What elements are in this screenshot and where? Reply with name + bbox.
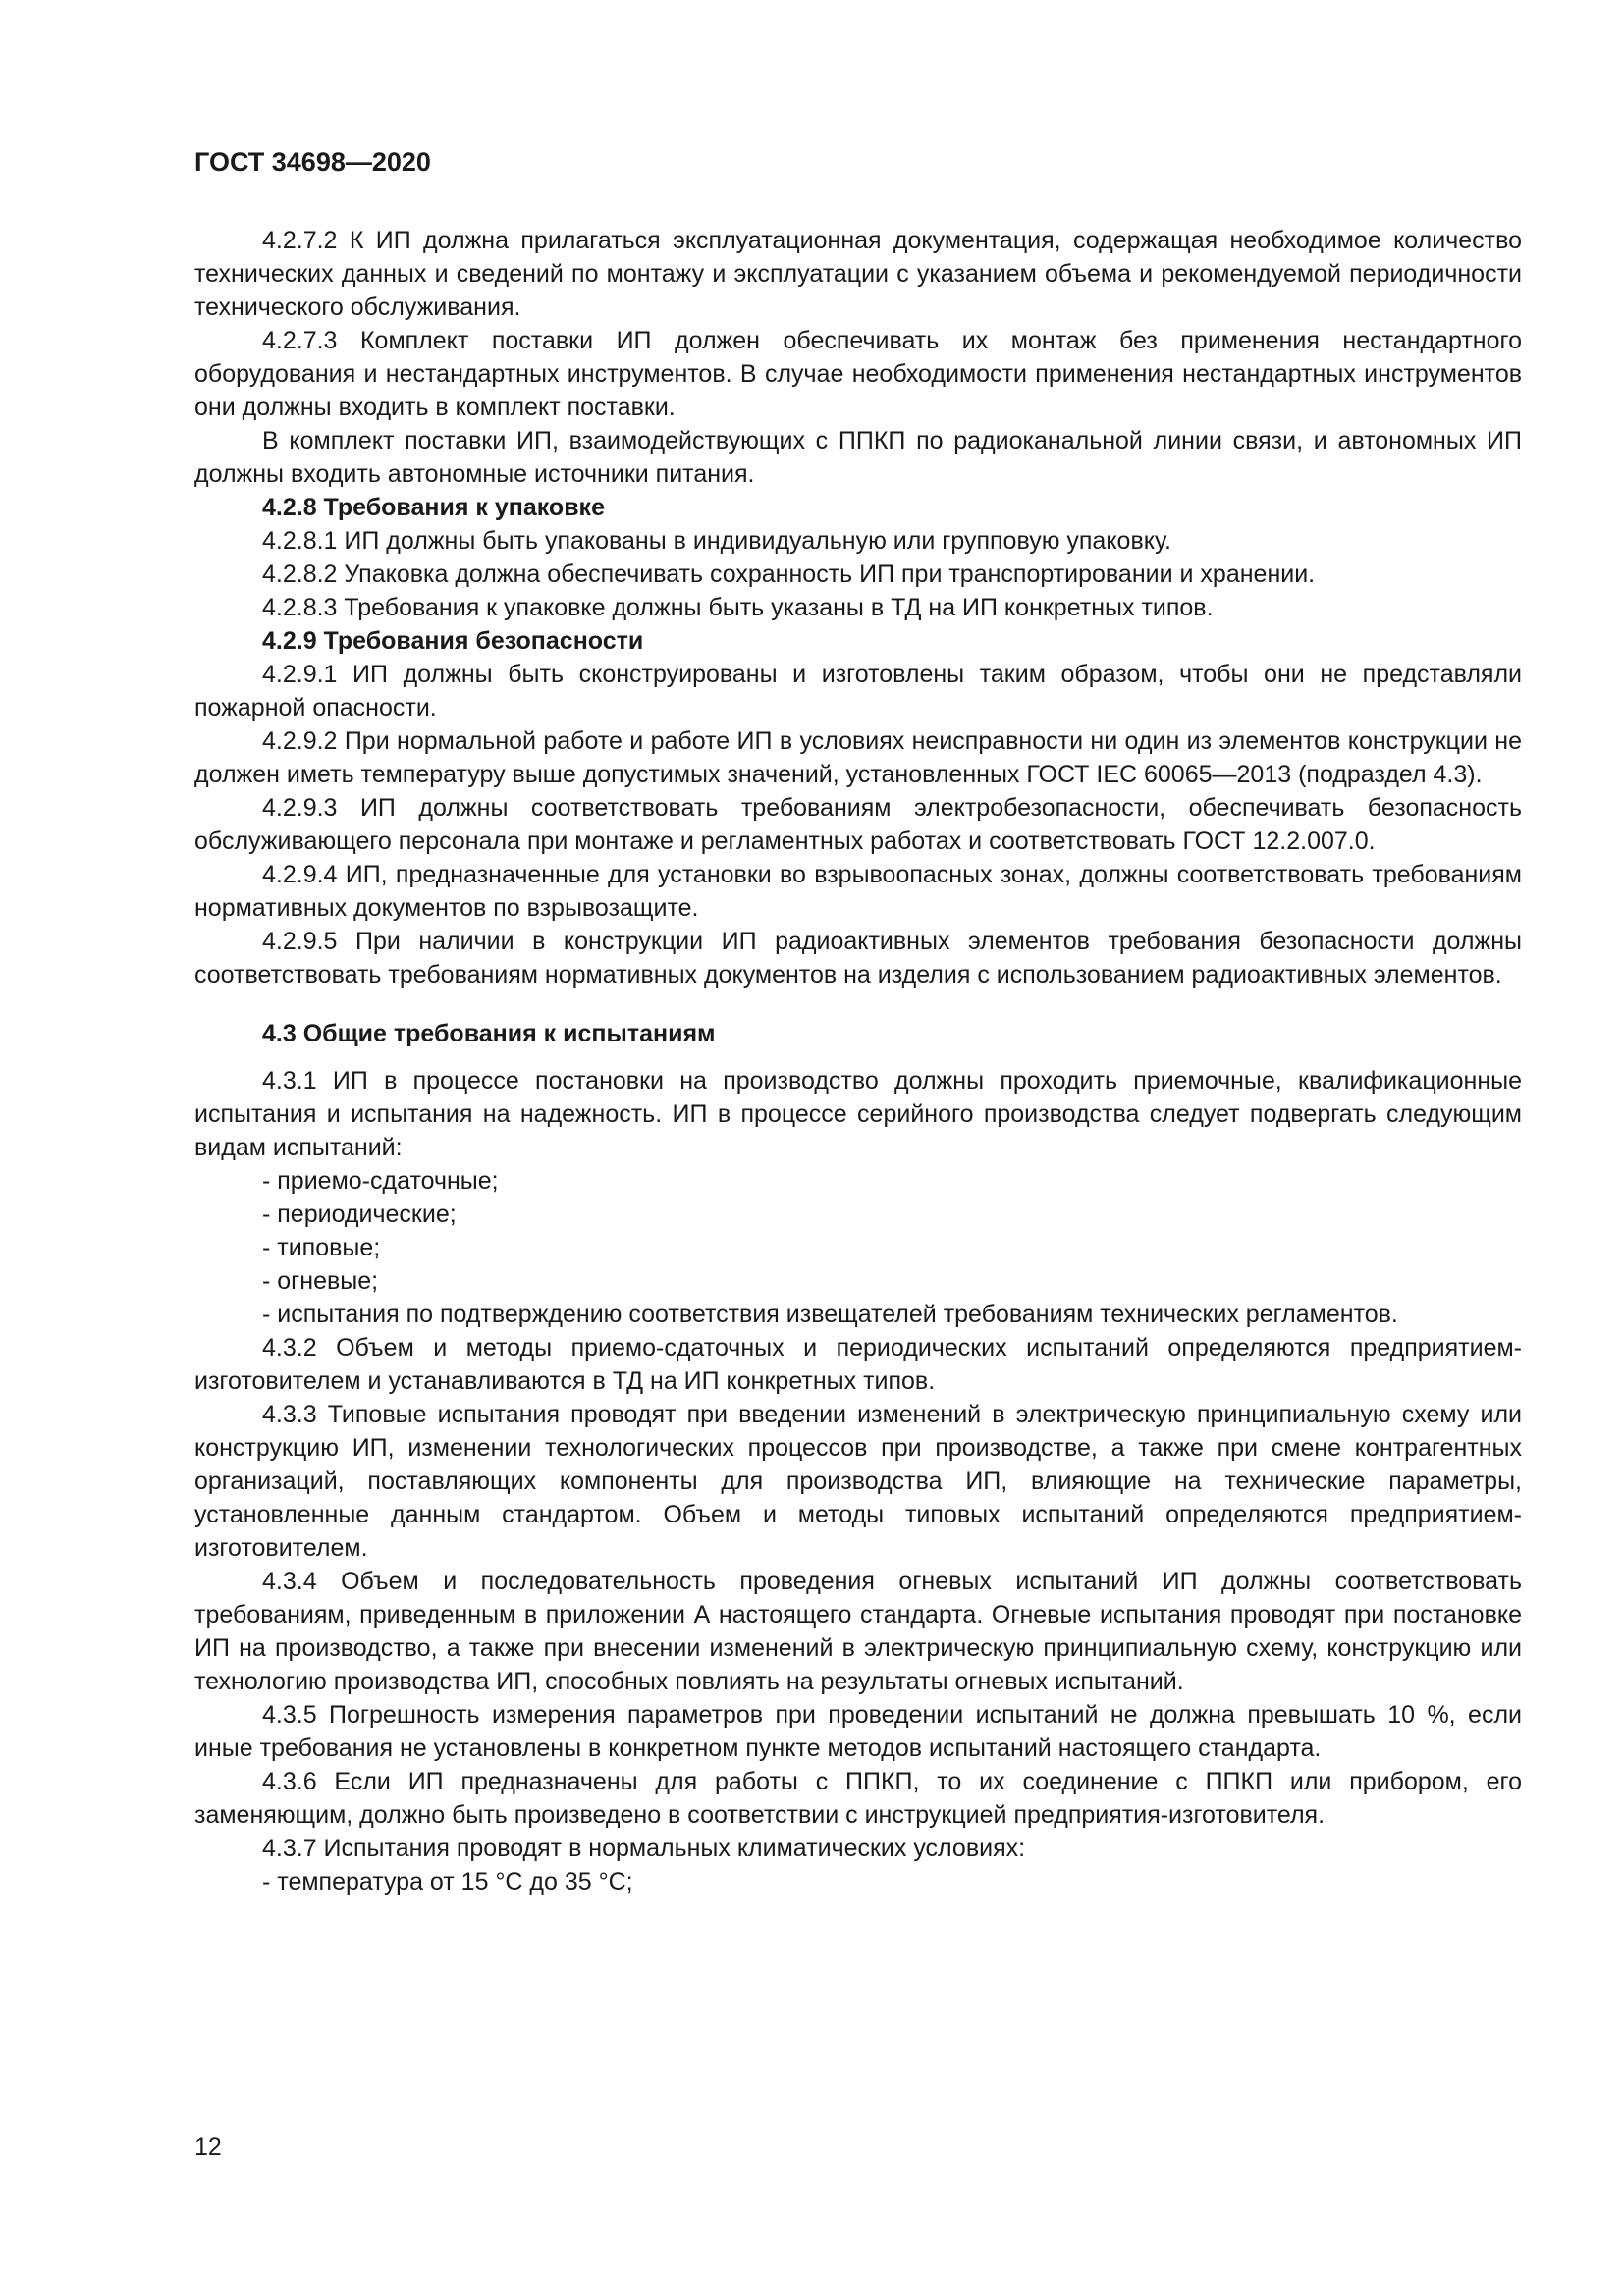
- paragraph: - испытания по подтверждению соответствия извещателей требованиям технических регламентов.: [262, 1301, 1398, 1328]
- document-body: [194, 224, 1522, 1898]
- paragraph: 4.3.2 Объем и методы приемо-сдаточных и периодических испытаний определяются предприятием-изготовителем и устанавливаются в ТД на ИП конкретных типов.: [194, 1334, 1522, 1395]
- paragraph: 4.2.9.4 ИП, предназначенные для установки во взрывоопасных зонах, должны соответствовать требованиям нормативных документов по взрывозащите.: [194, 861, 1522, 922]
- paragraph: В комплект поставки ИП, взаимодействующих с ППКП по радиоканальной линии связи, и автономных ИП должны входить автономные источники питания.: [194, 427, 1522, 488]
- section-heading: 4.3 Общие требования к испытаниям: [262, 1020, 716, 1047]
- paragraph: 4.2.9.3 ИП должны соответствовать требованиям электробезопасности, обеспечивать безопасность обслуживающего персонала при монтаже и регламентных работах и соответствовать ГОСТ 12.2.007.0.: [194, 794, 1522, 855]
- page-number: 12: [194, 2133, 222, 2161]
- paragraph: 4.2.9.1 ИП должны быть сконструированы и изготовлены таким образом, чтобы они не представляли пожарной опасности.: [194, 661, 1522, 721]
- document-header: ГОСТ 34698—2020: [194, 147, 431, 177]
- list-item: - температура от 15 °С до 35 °С;: [262, 1868, 633, 1896]
- paragraph: 4.3.3 Типовые испытания проводят при введении изменений в электрическую принципиальную схему или конструкцию ИП, изменении технологических процессов при производстве, а также при смене контрагентных организаций, поставляющих компоненты для производства ИП, влияющие на технические параметры, установленные данным стандартом. Объем и методы типовых испытаний определяются предприятием-изготовителем.: [194, 1401, 1522, 1562]
- subsection-heading: 4.2.9 Требования безопасности: [262, 627, 644, 655]
- paragraph: 4.2.9.5 При наличии в конструкции ИП радиоактивных элементов требования безопасности должны соответствовать требованиям нормативных документов на изделия с использованием радиоактивных элементов.: [194, 928, 1522, 988]
- paragraph: 4.2.8.2 Упаковка должна обеспечивать сохранность ИП при транспортировании и хранении.: [262, 561, 1316, 588]
- paragraph: 4.3.7 Испытания проводят в нормальных климатических условиях:: [262, 1835, 1026, 1862]
- paragraph: 4.2.7.2 К ИП должна прилагаться эксплуатационная документация, содержащая необходимое количество технических данных и сведений по монтажу и эксплуатации с указанием объема и рекомендуемой периодичности технического обслуживания.: [194, 227, 1522, 321]
- list-item: - огневые;: [262, 1267, 379, 1295]
- paragraph: 4.3.4 Объем и последовательность проведения огневых испытаний ИП должны соответствовать требованиям, приведенным в приложении А настоящего стандарта. Огневые испытания проводят при постановке ИП на производство, а также при внесении изменений в электрическую принципиальную схему, конструкцию или технологию производства ИП, способных повлиять на результаты огневых испытаний.: [194, 1568, 1522, 1695]
- list-item: - приемо-сдаточные;: [262, 1167, 499, 1195]
- paragraph: 4.3.6 Если ИП предназначены для работы с ППКП, то их соединение с ППКП или прибором, его заменяющим, должно быть произведено в соответствии с инструкцией предприятия-изготовителя.: [194, 1768, 1522, 1829]
- paragraph: 4.3.5 Погрешность измерения параметров при проведении испытаний не должна превышать 10 %, если иные требования не установлены в конкретном пункте методов испытаний настоящего стандарта.: [194, 1701, 1522, 1762]
- paragraph: 4.3.1 ИП в процессе постановки на производство должны проходить приемочные, квалификационные испытания и испытания на надежность. ИП в процессе серийного производства следует подвергать следующим видам испытаний:: [194, 1067, 1522, 1161]
- list-item: - периодические;: [262, 1201, 457, 1228]
- paragraph: 4.2.9.2 При нормальной работе и работе ИП в условиях неисправности ни один из элементов конструкции не должен иметь температуру выше допустимых значений, установленных ГОСТ IEC 60065—2013 (подраздел 4.3).: [194, 727, 1522, 788]
- paragraph: 4.2.8.3 Требования к упаковке должны быть указаны в ТД на ИП конкретных типов.: [262, 594, 1214, 621]
- list-item: - типовые;: [262, 1234, 381, 1261]
- paragraph: 4.2.8.1 ИП должны быть упакованы в индивидуальную или групповую упаковку.: [262, 527, 1171, 555]
- subsection-heading: 4.2.8 Требования к упаковке: [262, 494, 605, 521]
- paragraph: 4.2.7.3 Комплект поставки ИП должен обеспечивать их монтаж без применения нестандартного оборудования и нестандартных инструментов. В случае необходимости применения нестандартных инструментов они должны входить в комплект поставки.: [194, 327, 1522, 421]
